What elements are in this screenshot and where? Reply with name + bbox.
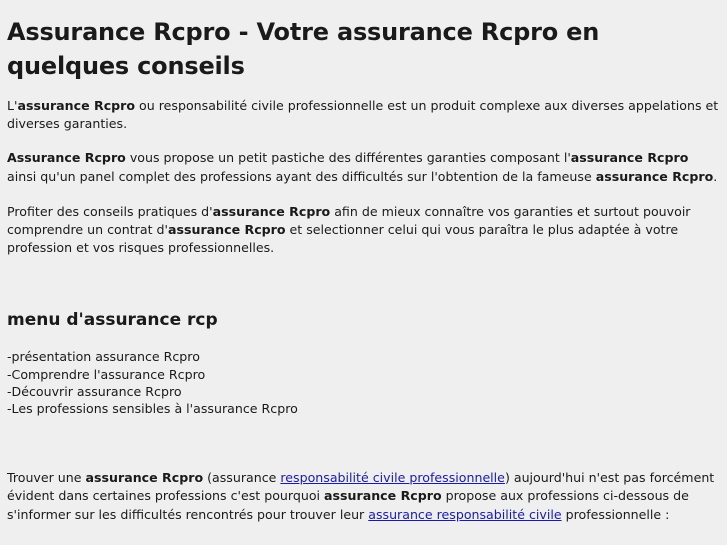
keyword: assurance Rcpro (17, 98, 136, 113)
text: ou responsabilité civile professionnelle est un produit complexe aux diverses appelations et diverses garanties. (7, 98, 719, 132)
keyword: Assurance Rcpro (7, 150, 126, 166)
text: ainsi qu'un panel complet des professions ayant des difficultés sur l'obtention de la fameuse (7, 168, 596, 184)
text: L' (7, 98, 18, 113)
text: professionnelle : (561, 506, 670, 522)
text: ) aujourd'hui n'est pas forcément évident dans certaines professions c'est pourquoi (7, 470, 715, 504)
keyword: assurance Rcpro (595, 168, 714, 184)
keyword: assurance Rcpro (85, 470, 204, 486)
text: Trouver une (7, 470, 86, 486)
text: afin de mieux connaître vos garanties et surtout pouvoir comprendre un contrat d' (7, 203, 691, 238)
keyword: assurance Rcpro (167, 222, 286, 238)
page-title: Assurance Rcpro - Votre assurance Rcpro en quelques conseils (7, 18, 600, 80)
keyword: assurance Rcpro (570, 150, 689, 166)
link-responsabilite-civile-professionnelle[interactable]: responsabilité civile professionnelle (280, 470, 505, 486)
text: propose aux professions ci-dessous de s'informer sur les difficultés rencontrés pour trouver leur (7, 488, 689, 522)
intro-paragraph-1 (7, 97, 720, 133)
menu-item: -Comprendre l'assurance Rcpro (7, 366, 206, 382)
text: . (713, 168, 718, 184)
text: vous propose un petit pastiche des différentes garanties composant l' (125, 150, 571, 166)
menu-item: -Les professions sensibles à l'assurance Rcpro (7, 401, 298, 417)
menu-heading: menu d'assurance rcp (7, 310, 218, 331)
intro-paragraph-2 (7, 149, 720, 185)
keyword: assurance Rcpro (212, 203, 331, 219)
text: et selectionner celui qui vous paraîtra le plus adaptée à votre profession et vos risques professionnelles. (7, 222, 679, 256)
keyword: assurance Rcpro (324, 488, 442, 504)
menu-item: -Découvrir assurance Rcpro (7, 383, 182, 399)
text: (assurance (203, 470, 281, 486)
intro-paragraph-3 (7, 203, 720, 258)
link-assurance-responsabilite-civile[interactable]: assurance responsabilité civile (368, 506, 562, 522)
menu-list (7, 348, 720, 417)
outro-paragraph (7, 469, 720, 524)
menu-item: -présentation assurance Rcpro (7, 349, 200, 365)
text: Profiter des conseils pratiques d' (7, 203, 213, 219)
